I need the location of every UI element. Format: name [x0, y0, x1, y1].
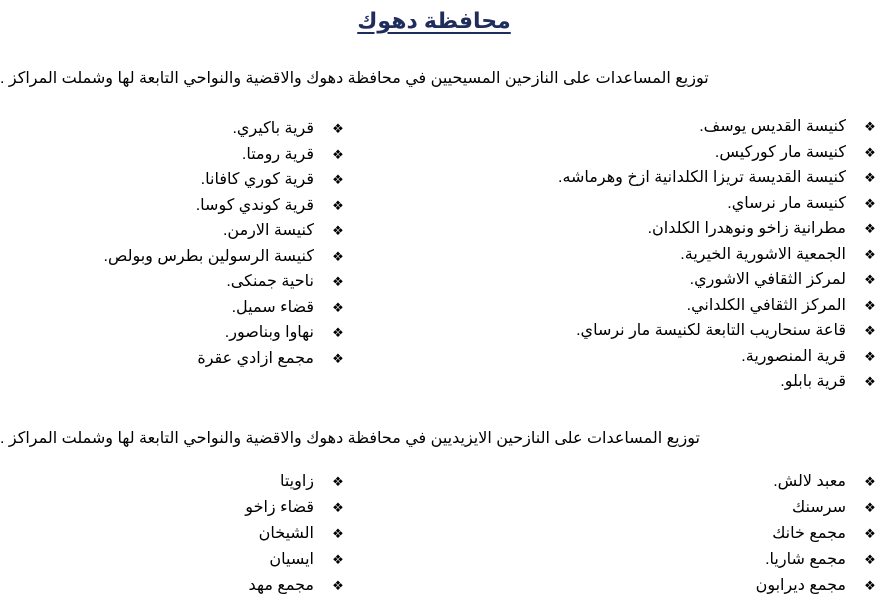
list-item	[245, 573, 348, 599]
list-item-text: مجمع خانك	[772, 525, 846, 542]
diamond-bullet-icon: ❖	[332, 223, 344, 238]
list-item-text: قضاء سميل.	[231, 298, 314, 316]
section2-left-list	[245, 469, 348, 599]
list-item-text: مطرانية زاخو ونوهدرا الكلدان.	[647, 220, 846, 237]
list-item	[756, 495, 880, 521]
list-item	[104, 320, 348, 346]
list-item-text: مجمع مهد	[248, 577, 314, 594]
list-item	[104, 193, 348, 219]
diamond-bullet-icon: ❖	[864, 170, 876, 185]
list-item	[756, 521, 880, 547]
list-item	[104, 116, 348, 142]
list-item	[104, 218, 348, 244]
list-item-text: مجمع ديرابون	[755, 577, 846, 594]
list-item-text: معبد لالش.	[773, 473, 846, 490]
list-item-text: قرية رومتا.	[241, 145, 314, 163]
diamond-bullet-icon: ❖	[864, 246, 876, 262]
list-item-text: قاعة سنحاريب التابعة لكنيسة مار نرساي.	[576, 322, 846, 339]
diamond-bullet-icon: ❖	[332, 552, 344, 567]
page-title: محافظة دهوك	[357, 8, 511, 33]
diamond-bullet-icon: ❖	[332, 500, 344, 515]
list-item-text: كنيسة الرسولين بطرس وبولص.	[103, 247, 314, 265]
diamond-bullet-icon: ❖	[332, 248, 344, 264]
list-item	[558, 165, 880, 191]
diamond-bullet-icon: ❖	[864, 526, 876, 541]
list-item	[104, 269, 348, 295]
list-item	[558, 344, 880, 370]
list-item-text: كنيسة مار كوركيس.	[714, 143, 846, 161]
diamond-bullet-icon: ❖	[864, 272, 876, 287]
section1-left-list	[104, 116, 348, 371]
diamond-bullet-icon: ❖	[864, 297, 876, 313]
list-item-text: سرسنك	[792, 499, 846, 516]
list-item-text: زاويتا	[279, 473, 314, 490]
diamond-bullet-icon: ❖	[332, 172, 344, 187]
diamond-bullet-icon: ❖	[332, 299, 344, 315]
list-item	[756, 573, 880, 599]
list-item	[245, 547, 348, 573]
list-item	[104, 167, 348, 193]
diamond-bullet-icon: ❖	[332, 325, 344, 340]
list-item-text: ناحية جمنكى.	[226, 273, 314, 290]
diamond-bullet-icon: ❖	[332, 197, 344, 213]
list-item	[245, 469, 348, 495]
list-item	[245, 521, 348, 547]
diamond-bullet-icon: ❖	[864, 374, 876, 389]
list-item	[104, 142, 348, 168]
list-item	[558, 369, 880, 395]
list-item-text: ايسيان	[269, 551, 314, 568]
diamond-bullet-icon: ❖	[332, 474, 344, 489]
list-item-text: كنيسة الارمن.	[222, 222, 314, 239]
diamond-bullet-icon: ❖	[332, 146, 344, 162]
list-item-text: مجمع ازادي عقرة	[197, 349, 314, 367]
list-item-text: نهاوا وبناصور.	[224, 324, 314, 341]
list-item	[104, 244, 348, 270]
diamond-bullet-icon: ❖	[332, 350, 344, 366]
diamond-bullet-icon: ❖	[864, 348, 876, 364]
list-item-text: قرية المنصورية.	[741, 347, 846, 365]
list-item	[558, 140, 880, 166]
diamond-bullet-icon: ❖	[332, 274, 344, 289]
diamond-bullet-icon: ❖	[864, 578, 876, 593]
list-item-text: كنيسة مار نرساي.	[727, 194, 846, 212]
list-item	[558, 267, 880, 293]
section1-right-list	[558, 114, 880, 395]
section2-intro: توزيع المساعدات على النازحين الايزيديين في محافظة دهوك والاقضية والنواحي التابعة لها وشملت المراكز .	[0, 430, 700, 447]
diamond-bullet-icon: ❖	[864, 323, 876, 338]
diamond-bullet-icon: ❖	[864, 144, 876, 160]
list-item	[756, 469, 880, 495]
diamond-bullet-icon: ❖	[864, 221, 876, 236]
list-item-text: الجمعية الاشورية الخيرية.	[680, 245, 846, 263]
diamond-bullet-icon: ❖	[332, 526, 344, 541]
diamond-bullet-icon: ❖	[864, 552, 876, 567]
list-item-text: المركز الثقافي الكلداني.	[686, 296, 846, 314]
list-item	[558, 114, 880, 140]
list-item-text: قرية بابلو.	[780, 373, 846, 390]
diamond-bullet-icon: ❖	[864, 195, 876, 211]
section2-right-list	[756, 469, 880, 599]
list-item	[558, 216, 880, 242]
page-title-wrapper	[0, 8, 868, 34]
list-item-text: مجمع شاريا.	[765, 551, 846, 568]
list-item-text: لمركز الثقافي الاشوري.	[689, 271, 846, 288]
list-item-text: كنيسة القديس يوسف.	[699, 118, 846, 135]
diamond-bullet-icon: ❖	[864, 119, 876, 134]
section1-intro: توزيع المساعدات على النازحين المسيحيين في محافظة دهوك والاقضية والنواحي التابعة لها وشملت المراكز .	[0, 70, 709, 87]
list-item	[104, 346, 348, 372]
list-item	[558, 242, 880, 268]
list-item-text: قرية كوري كافانا.	[200, 171, 314, 188]
list-item	[104, 295, 348, 321]
list-item	[558, 293, 880, 319]
list-item	[558, 318, 880, 344]
list-item	[245, 495, 348, 521]
list-item	[756, 547, 880, 573]
diamond-bullet-icon: ❖	[864, 474, 876, 489]
diamond-bullet-icon: ❖	[864, 500, 876, 515]
list-item-text: قضاء زاخو	[245, 499, 314, 516]
list-item-text: كنيسة القديسة تريزا الكلدانية ازخ وهرماشه.	[558, 169, 846, 186]
list-item-text: الشيخان	[258, 525, 314, 542]
diamond-bullet-icon: ❖	[332, 578, 344, 593]
list-item-text: قرية باكيري.	[232, 120, 314, 137]
list-item-text: قرية كوندي كوسا.	[195, 196, 314, 214]
diamond-bullet-icon: ❖	[332, 121, 344, 136]
list-item	[558, 191, 880, 217]
